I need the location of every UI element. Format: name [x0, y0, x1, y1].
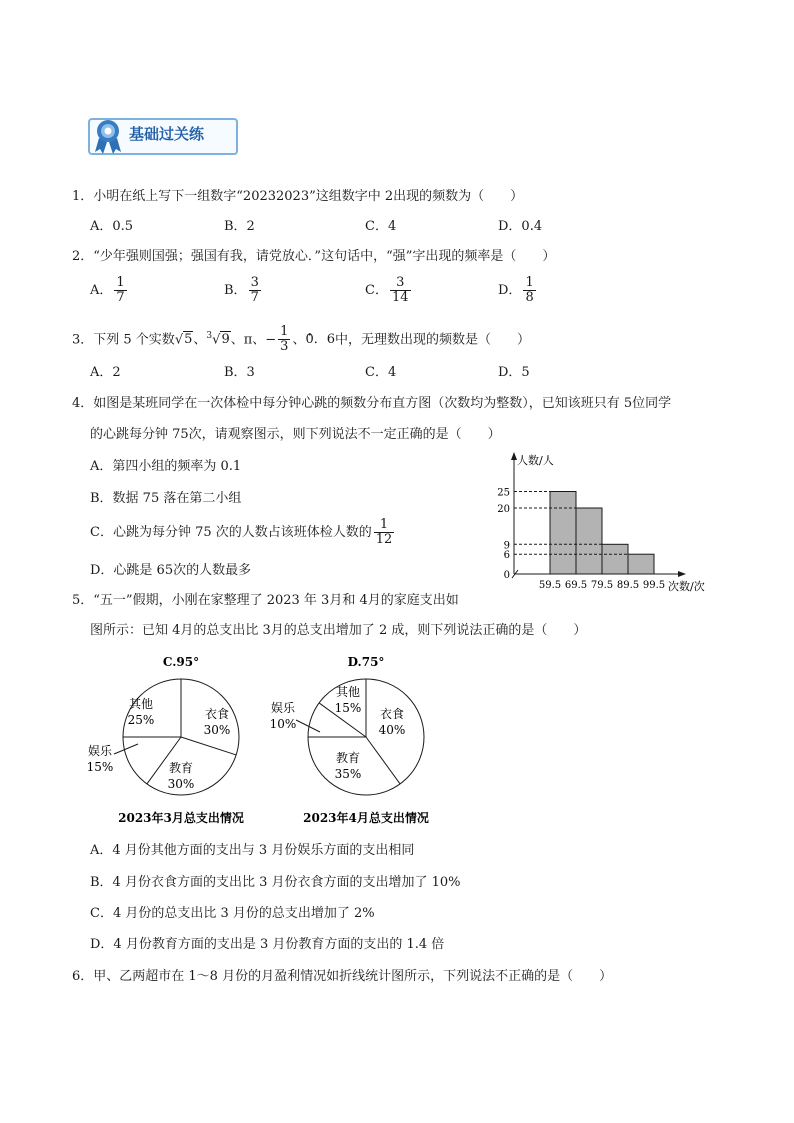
heart-rate-histogram [490, 448, 720, 598]
histogram-bar [628, 554, 654, 574]
option-label: C． [365, 283, 388, 298]
fraction [278, 325, 290, 354]
q3-suffix: 中，无理数出现的频数是（ ） [335, 332, 531, 348]
q5-option-b[interactable]: B．4 月份衣食方面的支出比 3 月份衣食方面的支出增加了 10% [90, 875, 461, 890]
question-2-stem: 2．“少年强则国强；强国有我，请党放心．”这句话中，“强”字出现的频率是（ ） [72, 249, 556, 264]
numerator: 1 [525, 275, 534, 290]
pie-slice-value: 15% [334, 701, 362, 715]
y-tick-label: 20 [497, 504, 510, 515]
negative-sign: − [265, 332, 277, 348]
question-4-stem-line2: 的心跳每分钟 75次，请观察图示，则下列说法不一定正确的是（ ） [90, 427, 501, 442]
y-tick-label: 6 [503, 550, 510, 562]
denominator: 8 [525, 290, 534, 305]
x-axis-arrow [678, 571, 686, 577]
pie-slice-value: 15% [86, 760, 114, 774]
numerator: 3 [390, 276, 411, 291]
q2-option-b[interactable] [224, 276, 263, 305]
q3-prefix: 3．下列 5 个实数 [72, 332, 175, 348]
numerator: 1 [280, 324, 289, 340]
denominator: 7 [116, 290, 125, 305]
x-axis-label: 次数/次 [668, 580, 705, 593]
q3-option-d[interactable]: D．5 [498, 365, 530, 380]
sqrt-five: 5 [184, 332, 193, 348]
pie-slice-label: 教育 [335, 751, 361, 765]
pie-slice-label: 娱乐 [87, 744, 113, 758]
question-3-stem: 3．下列 5 个实数√5、$^3$√9、π、− $\frac{1}{3}$ 、· 0．6中，无理数出现的频数是（ ） [72, 322, 530, 354]
q2-option-d[interactable] [498, 276, 538, 305]
q5-option-c[interactable]: C．4 月份的总支出比 3 月份的总支出增加了 2% [90, 906, 375, 921]
question-5-stem-line1: 5．“五一”假期，小刚在家整理了 2023 年 3月和 4月的家庭支出如 [72, 593, 459, 608]
option-label: A． [90, 283, 113, 298]
banner-title: 基础过关练 [129, 125, 205, 143]
pie2-title: 2023年4月总支出情况 [303, 811, 429, 825]
pie-slice-value: 30% [203, 723, 231, 737]
q3-option-a[interactable]: A．2 [90, 365, 121, 380]
denominator: 7 [250, 290, 259, 305]
numerator: 1 [374, 518, 395, 533]
pie-slice-value: 35% [334, 767, 362, 781]
cube-root-nine: 9 [221, 332, 230, 348]
numerator: 3 [250, 275, 259, 290]
histogram-bar [602, 544, 628, 574]
q5-option-a[interactable]: A．4 月份其他方面的支出与 3 月份娱乐方面的支出相同 [90, 843, 415, 858]
q3-option-b[interactable]: B．3 [224, 365, 255, 380]
question-1-stem: 1．小明在纸上写下一组数字“20232023”这组数字中 2出现的频数为（ ） [72, 189, 524, 204]
q1-option-b[interactable]: B．2 [224, 219, 255, 234]
pi-symbol: 、π、 [230, 332, 266, 348]
q4-option-a[interactable]: A．第四小组的频率为 0.1 [90, 459, 242, 474]
medal-ribbon-icon [90, 116, 126, 156]
pie-slice-label: 衣食 [204, 707, 230, 721]
q4-option-d[interactable]: D．心跳是 65次的人数最多 [90, 563, 252, 578]
separator: 、 [292, 332, 306, 348]
q2-option-a[interactable] [90, 276, 129, 305]
x-tick-label: 89.5 [616, 580, 640, 591]
fraction [249, 276, 261, 305]
option-label: B． [224, 283, 247, 298]
y-tick-label: 9 [503, 540, 510, 552]
q5-option-d[interactable]: D．4 月份教育方面的支出是 3 月份教育方面的支出的 1.4 倍 [90, 937, 445, 952]
x-tick-label: 59.5 [538, 580, 562, 591]
x-tick-label: 79.5 [590, 580, 614, 591]
histogram-bar [550, 492, 576, 575]
question-4-stem-line1: 4．如图是某班同学在一次体检中每分钟心跳的频数分布直方图（次数均为整数），已知该班只有 5位同学 [72, 396, 672, 411]
question-5-stem-line2: 图所示：已知 4月的总支出比 3月的总支出增加了 2 成，则下列说法正确的是（ ） [90, 623, 587, 638]
expense-pie-charts [80, 650, 460, 830]
cube-root-index: 3 [206, 331, 213, 341]
pie-slice-value: 25% [127, 713, 155, 727]
fraction [390, 276, 411, 305]
pie2-annotation: D.75° [347, 655, 385, 669]
pie-slice-label: 教育 [168, 761, 194, 775]
pie-slice-label: 衣食 [379, 707, 405, 721]
q4-option-c[interactable] [90, 518, 396, 547]
q3-option-c[interactable]: C．4 [365, 365, 397, 380]
y-tick-label: 25 [497, 487, 510, 499]
y-tick-label: 0 [503, 570, 510, 581]
q2-option-c[interactable] [365, 276, 413, 305]
option-text: C．心跳为每分钟 75 次的人数占该班体检人数的 [90, 525, 372, 540]
q1-option-a[interactable]: A．0.5 [90, 219, 134, 234]
separator: 、 [193, 332, 207, 348]
y-axis-label: 人数/人 [517, 454, 554, 467]
pie1-title: 2023年3月总支出情况 [118, 811, 244, 825]
denominator: 14 [391, 290, 409, 305]
x-tick-label: 99.5 [642, 580, 666, 591]
denominator: 12 [375, 532, 393, 547]
fraction [114, 276, 126, 305]
q1-option-d[interactable]: D．0.4 [498, 219, 543, 234]
denominator: 3 [280, 339, 289, 355]
pie-slice-value: 10% [269, 717, 297, 731]
pie-slice-value: 30% [167, 777, 195, 791]
section-banner [80, 112, 240, 157]
fraction [374, 518, 395, 547]
pie1-annotation: C.95° [162, 655, 200, 669]
x-tick-label: 69.5 [564, 580, 588, 591]
repeating-decimal: · 0．6 [305, 332, 335, 347]
numerator: 1 [116, 275, 125, 290]
pie-slice-label: 其他 [128, 697, 154, 711]
option-label: D． [498, 283, 522, 298]
question-6-stem: 6．甲、乙两超市在 1～8 月份的月盈利情况如折线统计图所示，下列说法不正确的是（ ） [72, 969, 613, 984]
q4-option-b[interactable]: B．数据 75 落在第二小组 [90, 491, 242, 506]
q1-option-c[interactable]: C．4 [365, 219, 397, 234]
histogram-bar [576, 508, 602, 574]
fraction [523, 276, 535, 305]
pie-slice-value: 40% [378, 723, 406, 737]
pie-slice-label: 娱乐 [270, 701, 296, 715]
pie-slice-label: 其他 [335, 685, 361, 699]
